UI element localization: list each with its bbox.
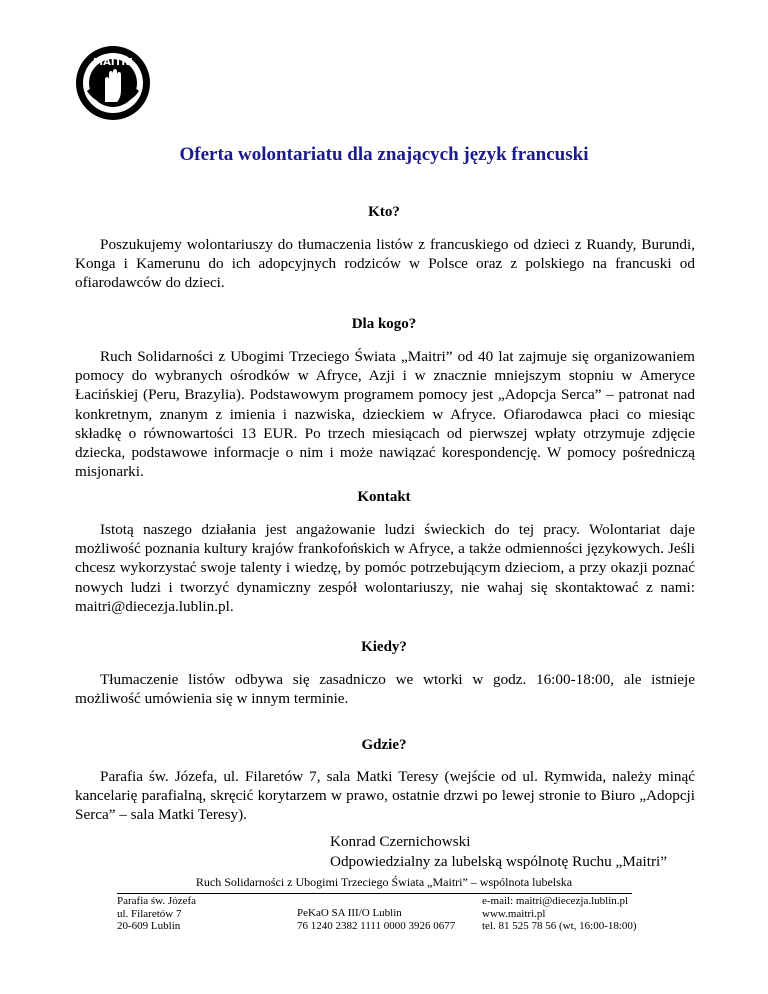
footer-email: e-mail: maitri@diecezja.lublin.pl xyxy=(482,895,629,907)
footer-contact xyxy=(482,895,637,933)
footer-title: Ruch Solidarności z Ubogimi Trzeciego Świata „Maitri” – wspólnota lubelska xyxy=(195,875,573,889)
footer-divider xyxy=(117,893,632,894)
section-heading-kiedy: Kiedy? xyxy=(361,639,407,655)
footer-bank-line: PeKaO SA III/O Lublin xyxy=(297,907,402,919)
section-heading-dla-kogo: Dla kogo? xyxy=(351,316,417,332)
section-text-dla-kogo: Ruch Solidarności z Ubogimi Trzeciego Świata „Maitri” od 40 lat zajmuje się organizowaniem pomocy do wybranych ośrodków w Afryce, Azji i w znacznie mniejszym stopniu w Ameryce Łacińskiej (Peru, Brazylia). Podstawowym programem pomocy jest „Adopcja Serca” – patronat nad konkretnym, znanym z imienia i nazwiska, dzieckiem w Afryce. Ofiarodawca płaci co miesiąc składkę o równowartości 13 EUR. Po trzech miesiącach od pierwszej wpłaty otrzymuje zdjęcie dziecka, podstawowe informacje o nim i może nawiązać korespondencję. W pomocy pośredniczą misjonarki. xyxy=(75,348,695,481)
footer-phone: tel. 81 525 78 56 (wt, 16:00-18:00) xyxy=(482,920,637,932)
footer-website: www.maitri.pl xyxy=(482,907,546,920)
section-heading-kontakt: Kontakt xyxy=(357,489,411,505)
footer-bank-line: 76 1240 2382 1111 0000 3926 0677 xyxy=(297,919,456,932)
section-text-kontakt: Istotą naszego działania jest angażowanie ludzi świeckich do tej pracy. Wolontariat daje możliwość poznania kultury krajów frankofońskich w Afryce, a także odmienności językowych. Jeśli chcesz wykorzystać swoje talenty i wiedzę, by pomóc potrzebującym dzieciom, a przy okazji poznać nowych ludzi i tworzyć dynamiczny zespół wolontariuszy, nie wahaj się skontaktować z nami: maitri@diecezja.lublin.pl. xyxy=(75,521,695,615)
section-text-kto: Poszukujemy wolontariuszy do tłumaczenia listów z francuskiego od dzieci z Ruandy, Burundi, Konga i Kamerunu do ich adopcyjnych rodziców w Polsce oraz z polskiego na francuski od ofiarodawców do dzieci. xyxy=(75,236,695,292)
signature-name: Konrad Czernichowski xyxy=(330,833,471,850)
footer-address xyxy=(117,895,196,933)
section-heading-kto: Kto? xyxy=(368,204,400,220)
footer-address-line: 20-609 Lublin xyxy=(117,920,181,932)
footer-address-line: ul. Filaretów 7 xyxy=(117,907,182,920)
page-title: Oferta wolontariatu dla znających język francuski xyxy=(179,144,589,165)
logo-text: MAITRI xyxy=(93,57,133,68)
section-heading-gdzie: Gdzie? xyxy=(361,737,407,753)
section-text-gdzie: Parafia św. Józefa, ul. Filaretów 7, sala Matki Teresy (wejście od ul. Rymwida, należy minąć kancelarię parafialną, skręcić korytarzem w prawo, ostatnie drzwi po lewej stronie to Biuro „Adopcji Serca” – sala Matki Teresy). xyxy=(75,768,695,824)
footer-address-line: Parafia św. Józefa xyxy=(117,895,196,907)
section-text-kiedy: Tłumaczenie listów odbywa się zasadniczo we wtorki w godz. 16:00-18:00, ale istnieje możliwość umówienia się w innym terminie. xyxy=(75,671,695,708)
maitri-logo xyxy=(74,44,152,122)
footer-bank xyxy=(297,907,455,932)
maitri-logo-icon xyxy=(74,44,152,122)
signature-role: Odpowiedzialny za lubelską wspólnotę Ruchu „Maitri” xyxy=(330,853,667,870)
